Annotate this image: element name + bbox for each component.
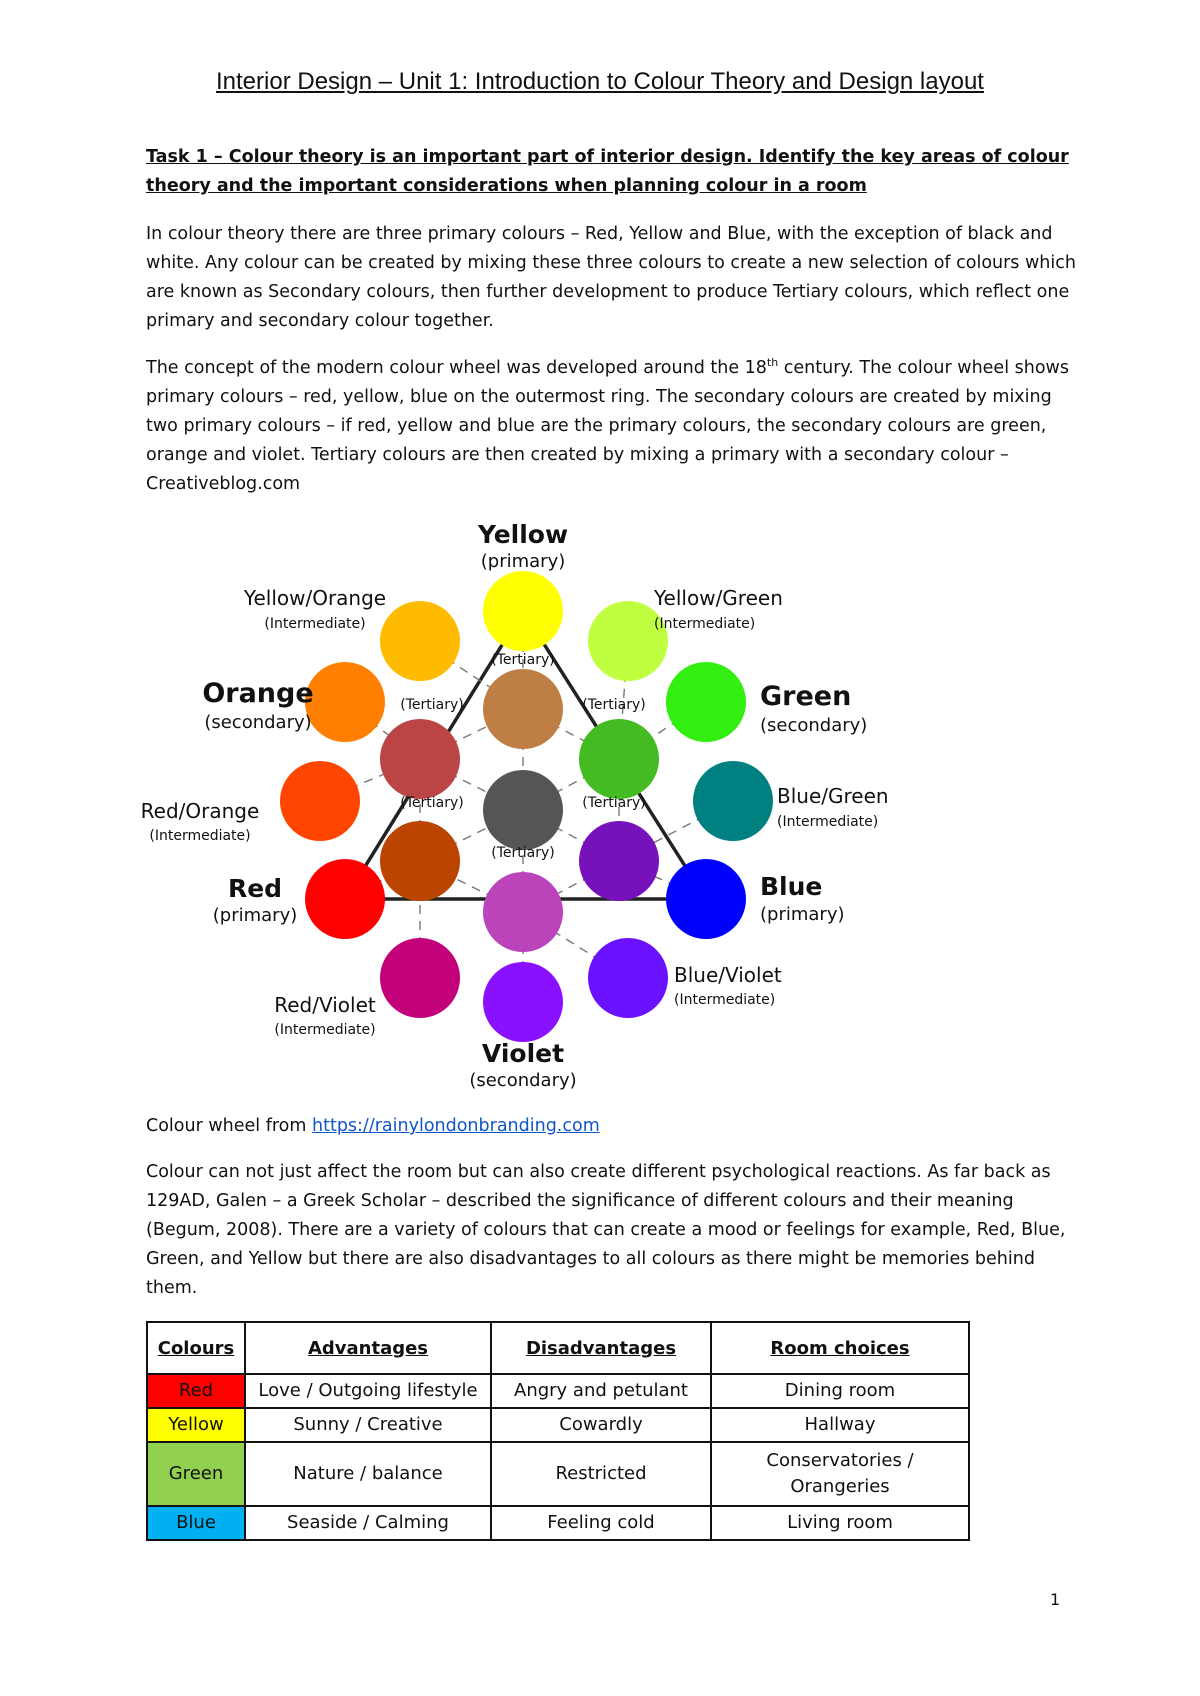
label-kind-blue: (primary)	[760, 904, 845, 925]
label-kind-orange: (secondary)	[204, 712, 312, 733]
circle-tertiary-1	[483, 669, 563, 749]
circle-yellow	[483, 571, 563, 651]
caption-text: Colour wheel from	[146, 1116, 312, 1136]
rainylondonbranding-link[interactable]: https://rainylondonbranding.com	[312, 1116, 600, 1136]
label-green: Green	[760, 681, 852, 712]
page-number: 1	[1050, 1590, 1061, 1609]
label-kind-red: (primary)	[212, 905, 298, 926]
superscript-th: th	[766, 356, 779, 370]
circle-tertiary-3	[579, 821, 659, 901]
table-row	[147, 1374, 969, 1408]
label-kind-green: (secondary)	[760, 715, 868, 736]
circle-red-orange	[280, 761, 360, 841]
table-header-row	[147, 1322, 969, 1374]
disadvantages-cell: Restricted	[491, 1442, 711, 1506]
label-blue-violet: Blue/Violet	[674, 963, 782, 987]
label-blue-green: Blue/Green	[777, 784, 889, 808]
task-heading: Task 1 – Colour theory is an important part of interior design. Identify the key areas of colour theory and the important considerations when planning colour in a room	[146, 147, 1069, 196]
circle-red-violet	[380, 938, 460, 1018]
label-yellow-green: Yellow/Green	[654, 586, 783, 610]
room-cell: Hallway	[711, 1408, 969, 1442]
label-tertiary-4: (Tertiary)	[491, 845, 555, 861]
label-kind-red-violet: (Intermediate)	[274, 1022, 376, 1038]
label-kind-violet: (secondary)	[469, 1070, 577, 1091]
colour-cell-green: Green	[147, 1442, 245, 1506]
circle-tertiary-4	[483, 872, 563, 952]
room-cell: Living room	[711, 1506, 969, 1540]
circle-red	[305, 859, 385, 939]
circle-violet	[483, 962, 563, 1042]
advantages-cell: Seaside / Calming	[245, 1506, 491, 1540]
label-red-orange: Red/Orange	[140, 799, 260, 823]
label-kind-yellow-green: (Intermediate)	[654, 616, 756, 632]
circle-tertiary-5	[380, 821, 460, 901]
label-tertiary-3: (Tertiary)	[582, 795, 646, 811]
disadvantages-cell: Cowardly	[491, 1408, 711, 1442]
advantages-cell: Nature / balance	[245, 1442, 491, 1506]
label-blue: Blue	[760, 872, 823, 901]
room-cell: Dining room	[711, 1374, 969, 1408]
label-tertiary-1: (Tertiary)	[491, 652, 555, 668]
colour-cell-blue: Blue	[147, 1506, 245, 1540]
circle-tertiary-6	[380, 719, 460, 799]
label-kind-yellow: (primary)	[480, 551, 566, 572]
circle-tertiary-2	[579, 719, 659, 799]
paragraph-primary-colours: In colour theory there are three primary colours – Red, Yellow and Blue, with the exception of black and white. Any colour can be created by mixing these three colours to create a new selection of colours which are known as Secondary colours, then further development to produce Tertiary colours, which reflect one primary and secondary colour together.	[146, 224, 1076, 331]
header-advantages: Advantages	[245, 1322, 491, 1374]
document-title: Interior Design – Unit 1: Introduction to Colour Theory and Design layout	[216, 68, 984, 95]
label-red: Red	[227, 874, 283, 903]
table-row	[147, 1506, 969, 1540]
label-kind-blue-green: (Intermediate)	[777, 814, 879, 830]
table-row	[147, 1408, 969, 1442]
circle-blue	[666, 859, 746, 939]
label-kind-red-orange: (Intermediate)	[149, 828, 251, 844]
label-violet: Violet	[481, 1039, 565, 1068]
circle-yellow-orange	[380, 601, 460, 681]
paragraph-psychology: Colour can not just affect the room but can also create different psychological reactions. As far back as 129AD, Galen – a Greek Scholar – described the significance of different colours and their meaning (Begum, 2008). There are a variety of colours that can create a mood or feelings for example, Red, Blue, Green, and Yellow but there are also disadvantages to all colours as there might be memories behind them.	[146, 1162, 1066, 1298]
colour-cell-yellow: Yellow	[147, 1408, 245, 1442]
circle-yellow-green	[588, 601, 668, 681]
label-tertiary-6: (Tertiary)	[400, 697, 464, 713]
circle-blue-green	[693, 761, 773, 841]
label-yellow: Yellow	[477, 520, 569, 549]
colour-wheel-caption	[146, 1112, 1076, 1141]
circle-green	[666, 662, 746, 742]
circle-tertiary-7	[483, 770, 563, 850]
circle-orange	[305, 662, 385, 742]
header-disadvantages: Disadvantages	[491, 1322, 711, 1374]
colour-cell-red: Red	[147, 1374, 245, 1408]
room-cell: Conservatories / Orangeries	[711, 1442, 969, 1506]
disadvantages-cell: Feeling cold	[491, 1506, 711, 1540]
paragraph-colour-wheel-end: century. The colour wheel shows primary colours – red, yellow, blue on the outermost ring. The secondary colours are created by mixing two primary colours – if red, yellow and blue are the primary colours, the secondary colours are green, orange and violet. Tertiary colours are then created by mixing a primary with a secondary colour – Creativeblog.com	[146, 358, 1069, 494]
paragraph-colour-wheel-start: The concept of the modern colour wheel was developed around the 18	[146, 358, 767, 378]
colour-table	[146, 1321, 970, 1541]
label-yellow-orange: Yellow/Orange	[243, 586, 387, 610]
label-red-violet: Red/Violet	[274, 993, 376, 1017]
label-tertiary-2: (Tertiary)	[582, 697, 646, 713]
label-kind-blue-violet: (Intermediate)	[674, 992, 776, 1008]
label-kind-yellow-orange: (Intermediate)	[264, 616, 366, 632]
label-tertiary-5: (Tertiary)	[400, 795, 464, 811]
header-room-choices: Room choices	[711, 1322, 969, 1374]
label-orange: Orange	[202, 678, 314, 709]
table-row	[147, 1442, 969, 1506]
advantages-cell: Love / Outgoing lifestyle	[245, 1374, 491, 1408]
disadvantages-cell: Angry and petulant	[491, 1374, 711, 1408]
circle-blue-violet	[588, 938, 668, 1018]
advantages-cell: Sunny / Creative	[245, 1408, 491, 1442]
header-colours: Colours	[147, 1322, 245, 1374]
